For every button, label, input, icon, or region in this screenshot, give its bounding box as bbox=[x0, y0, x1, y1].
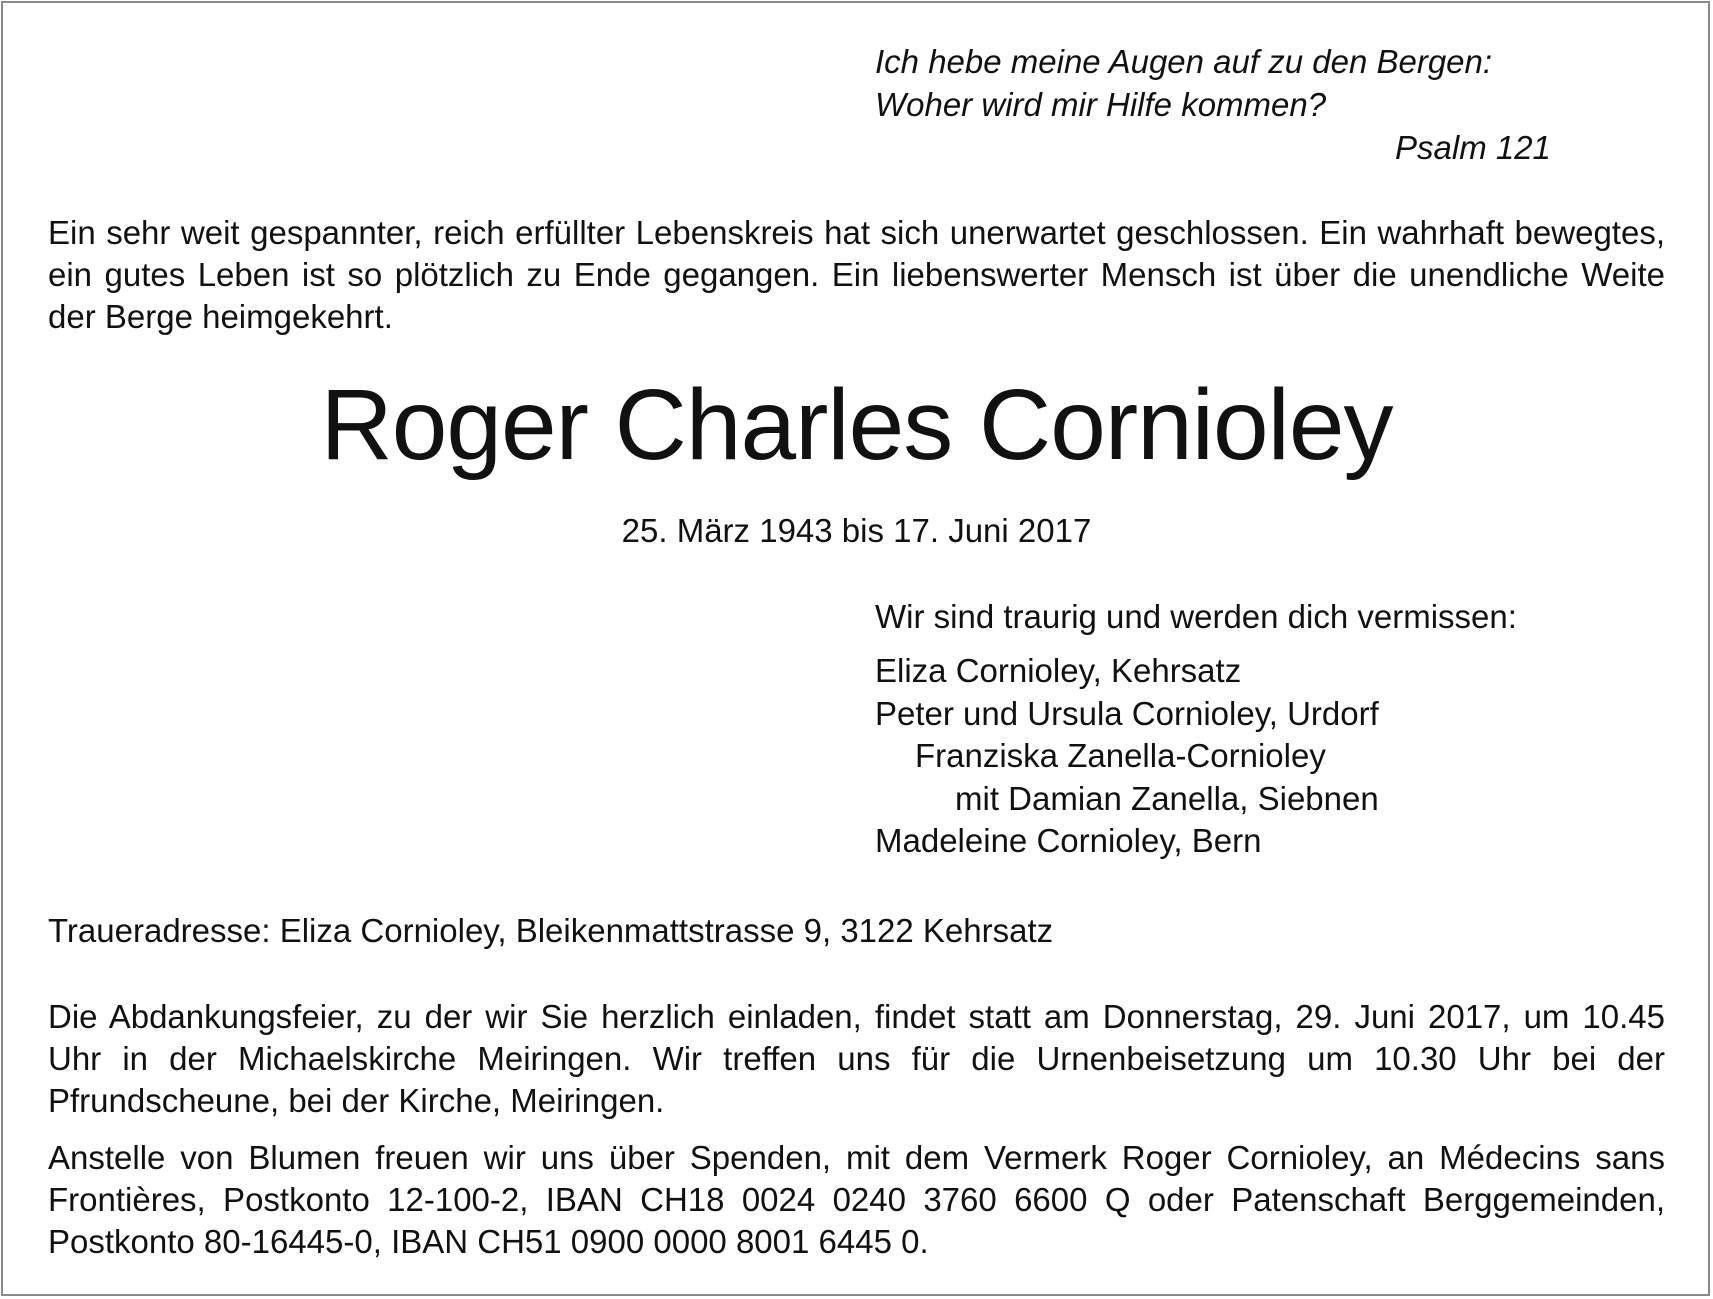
psalm-line-1: Ich hebe meine Augen auf zu den Bergen: bbox=[875, 43, 1493, 80]
mourners-intro: Wir sind traurig und werden dich vermissen: bbox=[875, 598, 1517, 635]
deceased-name: Roger Charles Cornioley bbox=[320, 369, 1393, 481]
mourner-item: mit Damian Zanella, Siebnen bbox=[955, 779, 1379, 817]
mourning-address: Traueradresse: Eliza Cornioley, Bleikenmattstrasse 9, 3122 Kehrsatz bbox=[48, 912, 1054, 949]
mourner-item: Eliza Cornioley, Kehrsatz bbox=[875, 652, 1242, 689]
intro-paragraph: Ein sehr weit gespannter, reich erfüllter Lebenskreis hat sich unerwartet geschlossen. Ein wahrhaft bewegtes, ein gutes Leben ist so plötzlich zu Ende gegangen. Ein liebenswerter Mensch ist über die unendliche Weite der Berge heimgekehrt. bbox=[48, 214, 1665, 335]
mourners-list bbox=[875, 650, 1379, 863]
psalm-reference: Psalm 121 bbox=[1395, 129, 1551, 166]
mourner-item: Peter und Ursula Cornioley, Urdorf bbox=[875, 694, 1379, 732]
mourner-item: Franziska Zanella-Cornioley bbox=[915, 737, 1326, 774]
donations-paragraph: Anstelle von Blumen freuen wir uns über Spenden, mit dem Vermerk Roger Cornioley, an Médecins sans Frontières, Postkonto 12-100-2, IBAN CH18 0024 0240 3760 6600 Q oder Patenschaft Berggemeinden, Postkonto 80-16445-0, IBAN CH51 0900 0000 8001 6445 0. bbox=[48, 1139, 1665, 1260]
ceremony-paragraph: Die Abdankungsfeier, zu der wir Sie herzlich einladen, findet statt am Donnerstag, 29. Juni 2017, um 10.45 Uhr in der Michaelskirche Meiringen. Wir treffen uns für die Urnenbeisetzung um 10.30 Uhr bei der Pfrundscheune, bei der Kirche, Meiringen. bbox=[48, 998, 1665, 1119]
psalm-line-2: Woher wird mir Hilfe kommen? bbox=[875, 86, 1327, 123]
mourner-item: Madeleine Cornioley, Bern bbox=[875, 822, 1262, 859]
psalm-quote bbox=[875, 40, 1575, 169]
life-dates: 25. März 1943 bis 17. Juni 2017 bbox=[621, 512, 1092, 549]
